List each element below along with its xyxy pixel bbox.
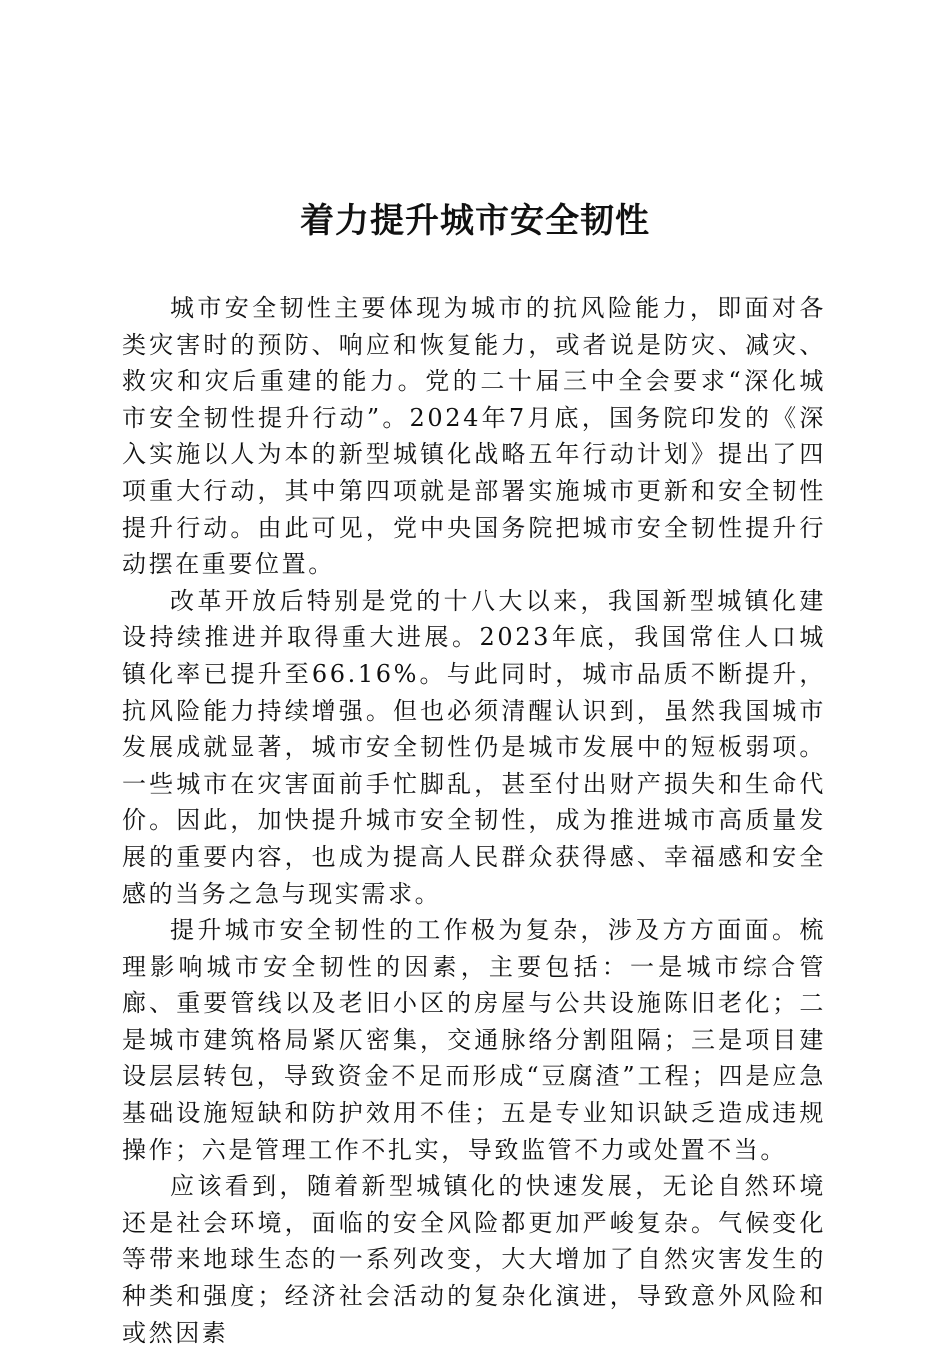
paragraph-2: 改革开放后特别是党的十八大以来，我国新型城镇化建设持续推进并取得重大进展。2023年底，我国常住人口城镇化率已提升至66.16%。与此同时，城市品质不断提升，抗风险能力持续增强。但也必须清醒认识到，虽然我国城市发展成就显著，城市安全韧性仍是城市发展中的短板弱项。一些城市在灾害面前手忙脚乱，甚至付出财产损失和生命代价。因此，加快提升城市安全韧性，成为推进城市高质量发展的重要内容，也成为提高人民群众获得感、幸福感和安全感的当务之急与现实需求。: [122, 586, 826, 908]
document-body: [122, 290, 826, 1351]
paragraph-4: 应该看到，随着新型城镇化的快速发展，无论自然环境还是社会环境，面临的安全风险都更加严峻复杂。气候变化等带来地球生态的一系列改变，大大增加了自然灾害发生的种类和强度；经济社会活动的复杂化演进，导致意外风险和或然因素: [122, 1172, 826, 1347]
paragraph-1: 城市安全韧性主要体现为城市的抗风险能力，即面对各类灾害时的预防、响应和恢复能力，或者说是防灾、减灾、救灾和灾后重建的能力。党的二十届三中全会要求“深化城市安全韧性提升行动”。2024年7月底，国务院印发的《深入实施以人为本的新型城镇化战略五年行动计划》提出了四项重大行动，其中第四项就是部署实施城市更新和安全韧性提升行动。由此可见，党中央国务院把城市安全韧性提升行动摆在重要位置。: [122, 294, 826, 579]
document-title: 着力提升城市安全韧性: [300, 201, 650, 241]
paragraph-3: 提升城市安全韧性的工作极为复杂，涉及方方面面。梳理影响城市安全韧性的因素，主要包括：一是城市综合管廊、重要管线以及老旧小区的房屋与公共设施陈旧老化；二是城市建筑格局紧仄密集，交通脉络分割阻隔；三是项目建设层层转包，导致资金不足而形成“豆腐渣”工程；四是应急基础设施短缺和防护效用不佳；五是专业知识缺乏造成违规操作；六是管理工作不扎实，导致监管不力或处置不当。: [122, 916, 826, 1164]
